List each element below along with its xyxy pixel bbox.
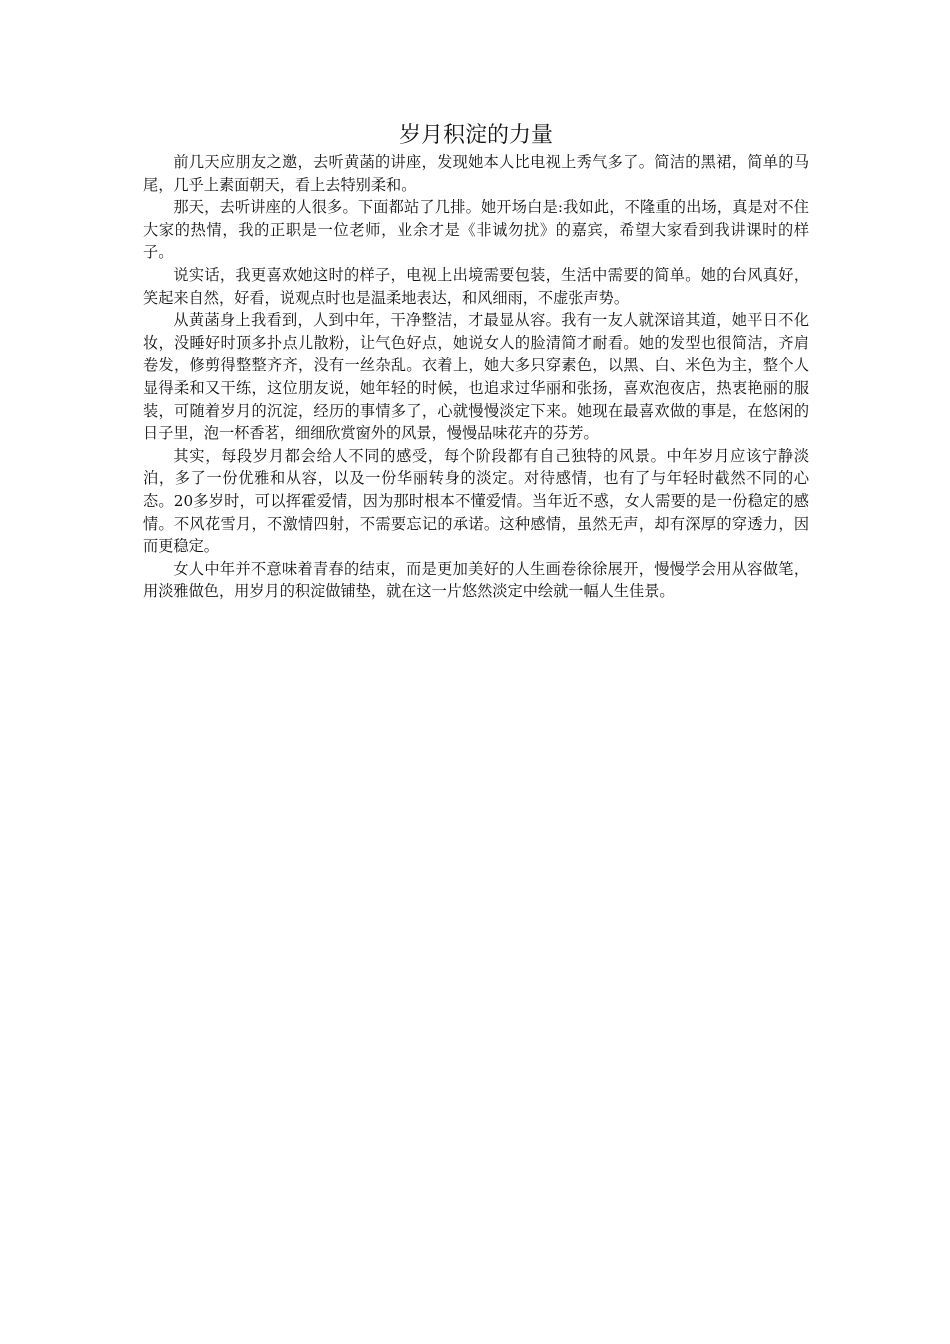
paragraph-1: 前几天应朋友之邀，去听黄菡的讲座，发现她本人比电视上秀气多了。简洁的黑裙，简单的马尾，几乎上素面朝天，看上去特别柔和。 — [143, 153, 809, 194]
paragraph-3: 说实话，我更喜欢她这时的样子，电视上出境需要包装，生活中需要的简单。她的台风真好，笑起来自然，好看，说观点时也是温柔地表达，和风细雨，不虚张声势。 — [143, 265, 809, 307]
document-title: 岁月积淀的力量 — [398, 123, 553, 148]
paragraph-6: 女人中年并不意味着青春的结束，而是更加美好的人生画卷徐徐展开，慢慢学会用从容做笔，用淡雅做色，用岁月的积淀做铺垫，就在这一片悠然淡定中绘就一幅人生佳景。 — [143, 559, 809, 601]
document-body — [143, 121, 809, 603]
paragraph-2: 那天，去听讲座的人很多。下面都站了几排。她开场白是:我如此，不隆重的出场，真是对不住大家的热情，我的正职是一位老师，业余才是《非诚勿扰》的嘉宾，希望大家看到我讲课时的样子。 — [143, 198, 809, 262]
paragraph-4: 从黄菡身上我看到，人到中年，干净整洁，才最显从容。我有一友人就深谙其道，她平日不化妆，没睡好时顶多扑点儿散粉，让气色好点，她说女人的脸清简才耐看。她的发型也很简洁，齐肩卷发，修剪得整整齐齐，没有一丝杂乱。衣着上，她大多只穿素色，以黑、白、米色为主，整个人显得柔和又干练，这位朋友说，她年轻的时候，也追求过华丽和张扬，喜欢泡夜店，热衷艳丽的服装，可随着岁月的沉淀，经历的事情多了，心就慢慢淡定下来。她现在最喜欢做的事是，在悠闲的日子里，泡一杯香茗，细细欣赏窗外的风景，慢慢品味花卉的芬芳。 — [143, 311, 809, 443]
paragraph-5: 其实，每段岁月都会给人不同的感受，每个阶段都有自己独特的风景。中年岁月应该宁静淡泊，多了一份优雅和从容，以及一份华丽转身的淡定。对待感情，也有了与年轻时截然不同的心态。20多岁时，可以挥霍爱情，因为那时根本不懂爱情。当年近不惑，女人需要的是一份稳定的感情。不风花雪月，不激情四射，不需要忘记的承诺。这种感情，虽然无声，却有深厚的穿透力，因而更稳定。 — [143, 446, 809, 556]
